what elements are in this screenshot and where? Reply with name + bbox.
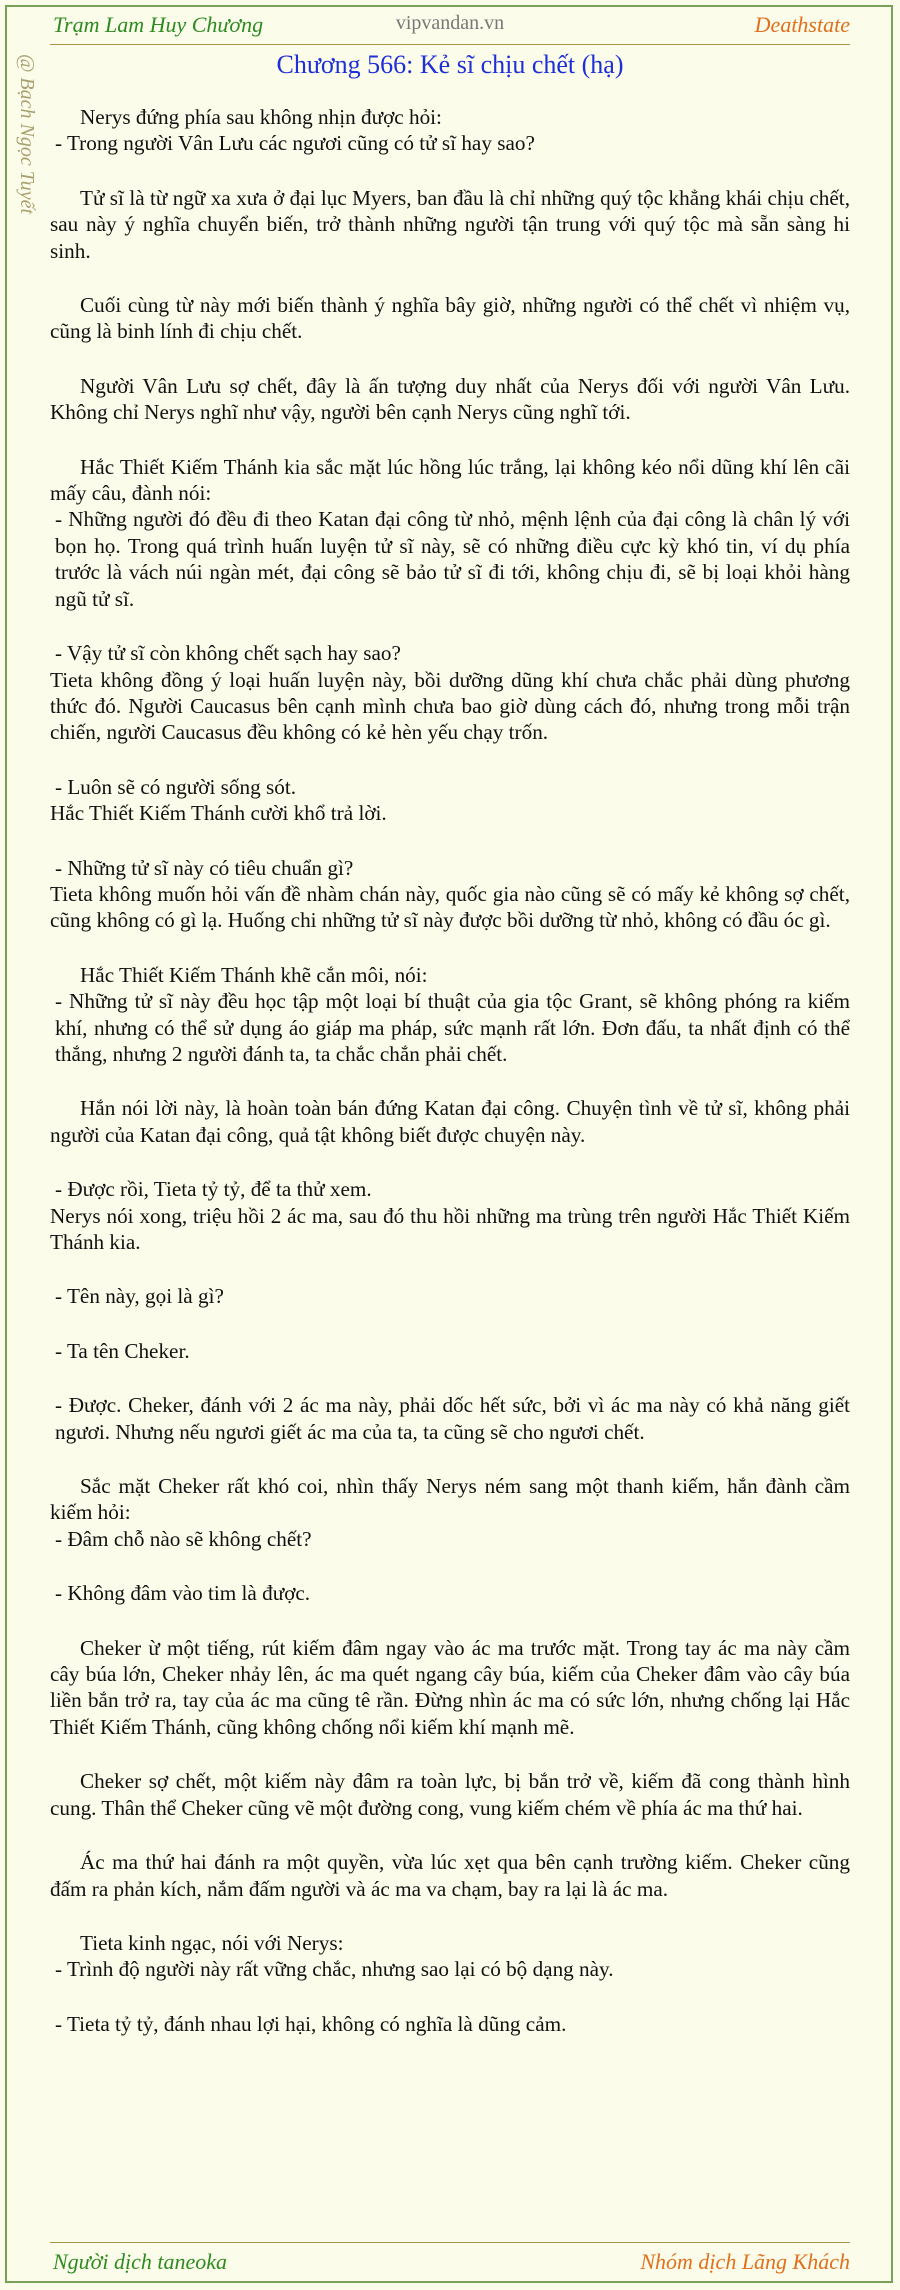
paragraph-line: Cuối cùng từ này mới biến thành ý nghĩa bây giờ, những người có thể chết vì nhiệm vụ, cũng là binh lính đi chịu chết.: [50, 293, 850, 344]
paragraph: [50, 855, 850, 934]
paragraph: [50, 373, 850, 426]
paragraph: [50, 185, 850, 264]
paragraph-line: - Được rồi, Tieta tỷ tỷ, để ta thử xem.: [55, 1177, 372, 1202]
header-website: vipvandan.vn: [395, 12, 505, 34]
paragraph: [50, 1473, 850, 1552]
chapter-title: Chương 566: Kẻ sĩ chịu chết (hạ): [276, 50, 624, 79]
paragraph: [50, 774, 850, 827]
paragraph-line: - Tên này, gọi là gì?: [55, 1284, 224, 1309]
paragraph: [50, 1176, 850, 1255]
paragraph-line: Tieta không muốn hỏi vấn đề nhàm chán này, quốc gia nào cũng sẽ có mấy kẻ không sợ chết, cũng không có gì lạ. Huống chi những tử sĩ này được bồi dưỡng từ nhỏ, không có đầu óc gì.: [50, 881, 850, 933]
paragraph: [50, 1635, 850, 1741]
paragraph-line: - Những tử sĩ này có tiêu chuẩn gì?: [55, 855, 354, 880]
paragraph: [50, 292, 850, 345]
paragraph-line: Nerys nói xong, triệu hồi 2 ác ma, sau đó thu hồi những ma trùng trên người Hắc Thiết Kiếm Thánh kia.: [50, 1203, 850, 1254]
paragraph-line: Ác ma thứ hai đánh ra một quyền, vừa lúc xẹt qua bên cạnh trường kiếm. Cheker cũng đấm ra phản kích, nắm đấm người và ác ma va chạm, bay ra lại là ác ma.: [50, 1850, 850, 1901]
paragraph-line: - Đâm chỗ nào sẽ không chết?: [55, 1526, 312, 1551]
header-site-name: Trạm Lam Huy Chương: [53, 12, 264, 37]
paragraph: [50, 1338, 850, 1364]
paragraph-line: - Luôn sẽ có người sống sót.: [55, 774, 297, 799]
paragraph-line: - Trong người Vân Lưu các ngươi cũng có tử sĩ hay sao?: [55, 131, 535, 156]
page-footer: [50, 2242, 850, 2281]
paragraph: [50, 454, 850, 612]
paragraph: [50, 1392, 850, 1445]
side-credit: @ Bạch Ngọc Tuyết: [16, 54, 38, 215]
paragraph-line: - Được. Cheker, đánh với 2 ác ma này, phải dốc hết sức, bởi vì ác ma này có khả năng giết ngươi. Nhưng nếu ngươi giết ác ma của ta, ta cũng sẽ cho ngươi chết.: [55, 1393, 850, 1444]
paragraph-line: - Ta tên Cheker.: [55, 1338, 190, 1363]
paragraph-line: Hắc Thiết Kiếm Thánh khẽ cắn môi, nói:: [80, 962, 428, 987]
paragraph: [50, 640, 850, 746]
paragraph-line: Hắc Thiết Kiếm Thánh cười khổ trả lời.: [50, 801, 387, 826]
paragraph-line: Người Vân Lưu sợ chết, đây là ấn tượng duy nhất của Nerys đối với người Vân Lưu. Không chỉ Nerys nghĩ như vậy, người bên cạnh Nerys cũng nghĩ tới.: [50, 373, 850, 425]
paragraph-line: Hắn nói lời này, là hoàn toàn bán đứng Katan đại công. Chuyện tình về tử sĩ, không phải người của Katan đại công, quả tật không biết được chuyện này.: [50, 1096, 850, 1147]
paragraph: [50, 2011, 850, 2037]
paragraph-line: Cheker sợ chết, một kiếm này đâm ra toàn lực, bị bắn trở về, kiếm đã cong thành hình cung. Thân thể Cheker cũng vẽ một đường cong, vung kiếm chém về phía ác ma thứ hai.: [50, 1769, 850, 1820]
paragraph-line: - Trình độ người này rất vững chắc, nhưng sao lại có bộ dạng này.: [55, 1957, 614, 1982]
chapter-content: [50, 104, 850, 2065]
paragraph-line: Nerys đứng phía sau không nhịn được hỏi:: [80, 105, 442, 129]
paragraph-line: Tử sĩ là từ ngữ xa xưa ở đại lục Myers, ban đầu là chỉ những quý tộc khẳng khái chịu chết, sau này ý nghĩa chuyển biến, trở thành những người tận trung với quý tộc mà sẵn sàng hi sinh.: [50, 185, 850, 263]
paragraph: [50, 104, 850, 157]
paragraph: [50, 1095, 850, 1148]
paragraph: [50, 1849, 850, 1902]
paragraph-line: - Những tử sĩ này đều học tập một loại bí thuật của gia tộc Grant, sẽ không phóng ra kiếm khí, nhưng có thể sử dụng áo giáp ma pháp, sức mạnh rất lớn. Đơn đấu, ta nhất định có thể thắng, nhưng 2 người đánh ta, ta chắc chắn phải chết.: [55, 989, 850, 1066]
paragraph-line: - Những người đó đều đi theo Katan đại công từ nhỏ, mệnh lệnh của đại công là chân lý với bọn họ. Trong quá trình huấn luyện tử sĩ này, sẽ có những điều cực kỳ khó tin, ví dụ phía trước là vách núi ngàn mét, đại công sẽ bảo tử sĩ đi tới, không chịu đi, sẽ bị loại khỏi hàng ngũ tử sĩ.: [55, 507, 850, 611]
footer-group: Nhóm dịch Lãng Khách: [640, 2249, 850, 2274]
paragraph: [50, 962, 850, 1068]
footer-translator: Người dịch taneoka: [53, 2249, 228, 2274]
paragraph: [50, 1283, 850, 1309]
paragraph-line: - Vậy tử sĩ còn không chết sạch hay sao?: [55, 641, 401, 666]
paragraph-line: Hắc Thiết Kiếm Thánh kia sắc mặt lúc hồng lúc trắng, lại không kéo nổi dũng khí lên cãi mấy câu, đành nói:: [50, 454, 850, 506]
paragraph-line: Cheker ừ một tiếng, rút kiếm đâm ngay vào ác ma trước mặt. Trong tay ác ma này cầm cây búa lớn, Cheker nhảy lên, ác ma quét ngang cây búa, kiếm của Cheker đâm vào cây búa liền bắn trở ra, tay của ác ma cũng tê rần. Đừng nhìn ác ma có sức lớn, nhưng chống lại Hắc Thiết Kiếm Thánh, cũng không chống nổi kiếm khí mạnh mẽ.: [50, 1635, 850, 1739]
paragraph-line: - Không đâm vào tim là được.: [55, 1581, 311, 1606]
paragraph: [50, 1580, 850, 1606]
paragraph-line: Tieta không đồng ý loại huấn luyện này, bồi dưỡng dũng khí chưa chắc phải dùng phương thức đó. Người Caucasus bên cạnh mình chưa bao giờ dùng cách đó, nhưng trong mỗi trận chiến, người Caucasus đều không có kẻ hèn yếu chạy trốn.: [50, 667, 850, 745]
page-header: [50, 8, 850, 45]
header-book-title: Deathstate: [754, 12, 850, 37]
paragraph-line: Tieta kinh ngạc, nói với Nerys:: [80, 1930, 344, 1955]
paragraph-line: - Tieta tỷ tỷ, đánh nhau lợi hại, không có nghĩa là dũng cảm.: [55, 2011, 567, 2036]
paragraph: [50, 1768, 850, 1821]
paragraph-line: Sắc mặt Cheker rất khó coi, nhìn thấy Nerys ném sang một thanh kiếm, hắn đành cầm kiếm hỏi:: [50, 1474, 850, 1525]
paragraph: [50, 1930, 850, 1983]
